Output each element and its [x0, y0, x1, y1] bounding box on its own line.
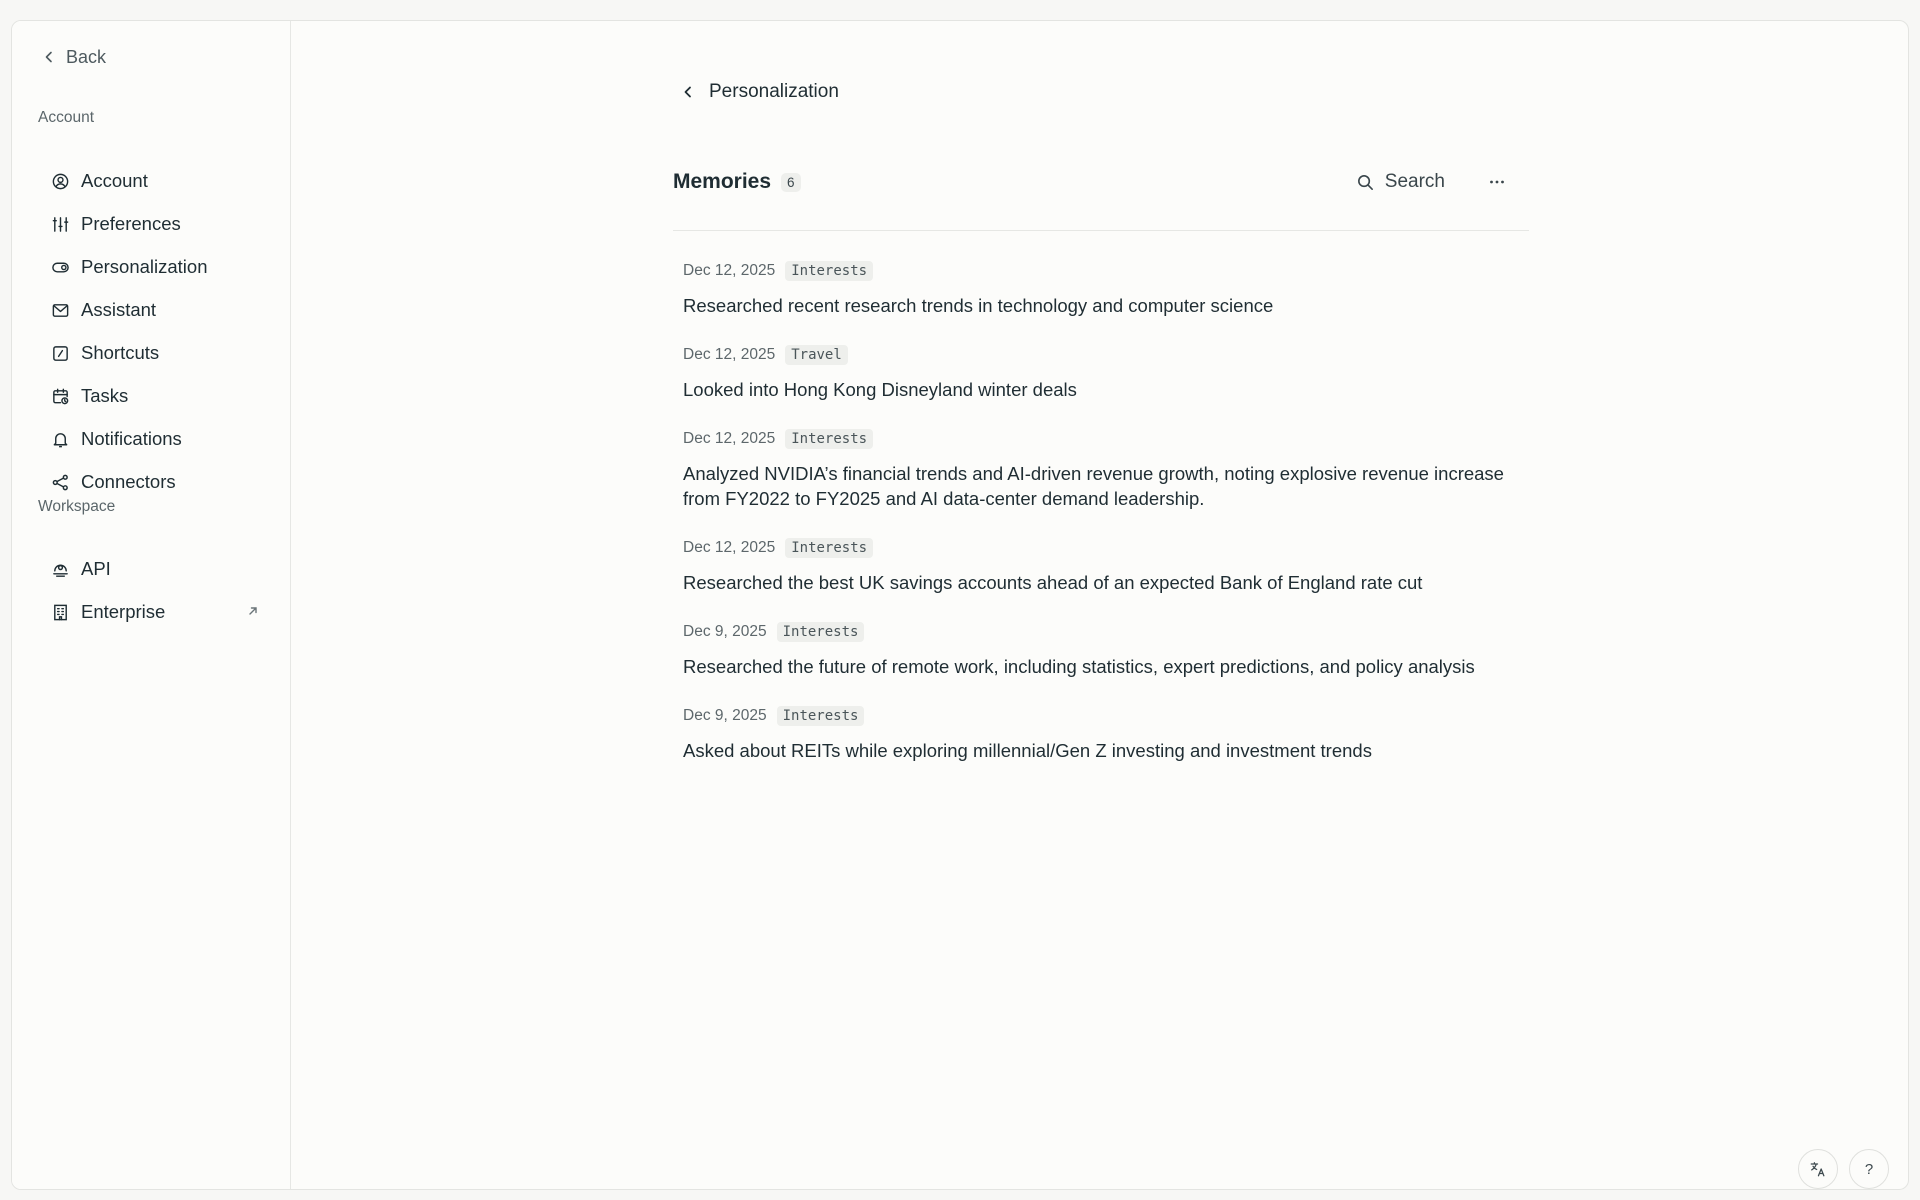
- more-horizontal-icon: [1487, 172, 1507, 192]
- sidebar-item-account[interactable]: [38, 162, 274, 200]
- page-title: Memories: [673, 170, 772, 193]
- back-button[interactable]: [36, 43, 112, 71]
- memory-tag: Interests: [785, 429, 873, 449]
- sidebar-item-label: Shortcuts: [81, 342, 160, 363]
- memory-item[interactable]: [683, 427, 1523, 511]
- memory-tag: Travel: [785, 345, 848, 365]
- memory-item[interactable]: [683, 704, 1523, 763]
- sidebar-item-label: Notifications: [81, 428, 182, 449]
- memory-tag: Interests: [785, 538, 873, 558]
- toggle-icon: [50, 257, 70, 277]
- search-icon: [1356, 173, 1375, 192]
- sidebar-item-label: Personalization: [81, 256, 208, 277]
- external-link-icon: [246, 604, 262, 620]
- chevron-left-icon: [42, 50, 56, 64]
- memory-date: Dec 12, 2025: [683, 539, 776, 556]
- sidebar-item-label: API: [81, 558, 111, 579]
- memories-list: [683, 259, 1523, 788]
- memory-tag: Interests: [777, 706, 865, 726]
- sidebar-item-label: Account: [81, 170, 148, 191]
- memory-date: Dec 9, 2025: [683, 707, 767, 724]
- memory-text: Researched the best UK savings accounts ahead of an expected Bank of England rate cut: [683, 572, 1423, 593]
- slash-square-icon: [50, 343, 70, 363]
- header-divider: [673, 230, 1529, 231]
- bell-icon: [50, 429, 70, 449]
- translate-icon: [1809, 1160, 1827, 1178]
- translate-button[interactable]: [1798, 1149, 1838, 1189]
- mail-icon: [50, 300, 70, 320]
- memory-date: Dec 12, 2025: [683, 346, 776, 363]
- memory-item[interactable]: [683, 343, 1523, 402]
- memory-date: Dec 9, 2025: [683, 623, 767, 640]
- user-circle-icon: [50, 171, 70, 191]
- memory-date: Dec 12, 2025: [683, 430, 776, 447]
- sidebar: [12, 21, 291, 1189]
- sidebar-item-label: Enterprise: [81, 601, 166, 622]
- memories-header: [673, 157, 1529, 207]
- memory-date: Dec 12, 2025: [683, 262, 776, 279]
- main-panel: [292, 21, 1908, 1189]
- sidebar-item-tasks[interactable]: [38, 377, 274, 415]
- memory-text: Researched recent research trends in technology and computer science: [683, 295, 1274, 316]
- memory-item[interactable]: [683, 536, 1523, 595]
- settings-window: [11, 20, 1909, 1190]
- sidebar-item-assistant[interactable]: [38, 291, 274, 329]
- share-nodes-icon: [50, 472, 70, 492]
- memory-tag: Interests: [777, 622, 865, 642]
- sidebar-item-label: Tasks: [81, 385, 129, 406]
- search-label: Search: [1384, 171, 1445, 192]
- memory-tag: Interests: [785, 261, 873, 281]
- sidebar-item-label: Preferences: [81, 213, 181, 234]
- building-icon: [50, 602, 70, 622]
- sidebar-item-shortcuts[interactable]: [38, 334, 274, 372]
- memory-text: Asked about REITs while exploring millennial/Gen Z investing and investment trends: [683, 740, 1372, 761]
- memory-item[interactable]: [683, 259, 1523, 318]
- help-icon: ?: [1864, 1160, 1874, 1178]
- sidebar-item-api[interactable]: [38, 550, 274, 588]
- sidebar-item-label: Assistant: [81, 299, 157, 320]
- memory-text: Looked into Hong Kong Disneyland winter deals: [683, 379, 1077, 400]
- section-label-workspace: Workspace: [38, 498, 116, 515]
- help-button[interactable]: [1849, 1149, 1889, 1189]
- sidebar-item-connectors[interactable]: [38, 463, 274, 501]
- section-label-account: Account: [38, 109, 95, 126]
- more-options-button[interactable]: [1477, 162, 1517, 202]
- memory-text: Researched the future of remote work, including statistics, expert predictions, and policy analysis: [683, 656, 1475, 677]
- sidebar-item-preferences[interactable]: [38, 205, 274, 243]
- api-icon: [50, 559, 70, 579]
- count-badge: 6: [781, 173, 801, 192]
- search-button[interactable]: [1344, 162, 1457, 202]
- sidebar-item-enterprise[interactable]: [38, 593, 274, 631]
- chevron-left-icon: [681, 85, 695, 99]
- memory-text: Analyzed NVIDIA’s financial trends and AI-driven revenue growth, noting explosive revenue increase from FY2022 to FY2025 and AI data-center demand leadership.: [683, 463, 1504, 509]
- back-label: Back: [66, 46, 107, 67]
- sliders-icon: [50, 214, 70, 234]
- sidebar-item-personalization[interactable]: [38, 248, 274, 286]
- sidebar-item-notifications[interactable]: [38, 420, 274, 458]
- memory-item[interactable]: [683, 620, 1523, 679]
- calendar-clock-icon: [50, 386, 70, 406]
- breadcrumb-label: Personalization: [709, 81, 839, 102]
- sidebar-item-label: Connectors: [81, 471, 176, 492]
- breadcrumb-back-link[interactable]: [681, 81, 839, 103]
